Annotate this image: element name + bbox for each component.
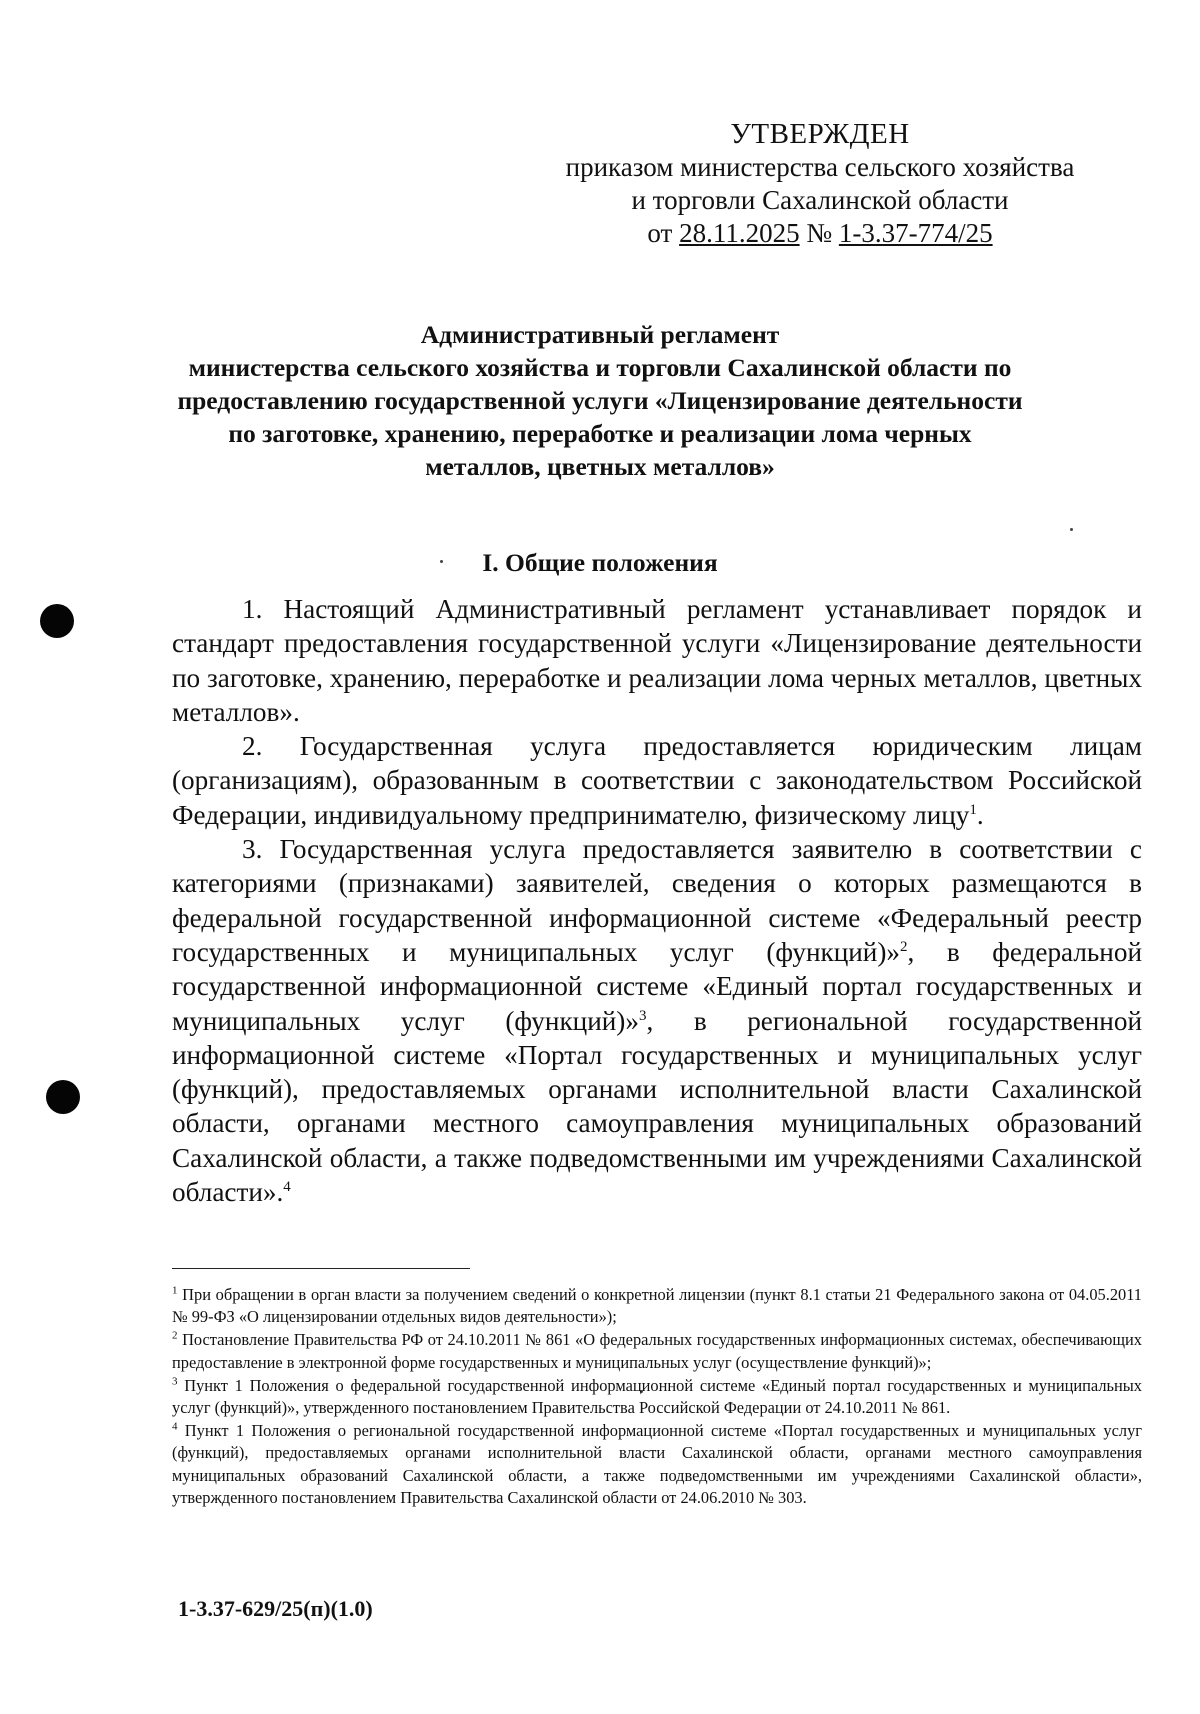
footnote-3 — [172, 1375, 1142, 1419]
scan-speck — [1070, 528, 1073, 531]
title-line-5: металлов, цветных металлов» — [425, 452, 775, 481]
paragraph-3 — [172, 832, 1142, 1209]
footnote-number: 3 — [172, 1375, 178, 1388]
title-line-1: Административный регламент — [420, 320, 780, 349]
approval-stamp-block — [560, 118, 1080, 250]
paragraph-3-part-c: , в региональной государственной информационной системе «Портал государственных и муниципальных услуг (функций), предоставляемых органами исполнительной власти Сахалинской области, органами местного самоуправления муниципальных образований Сахалинской области, а также подведомственными им учреждениями Сахалинской области». — [172, 1005, 1143, 1208]
footnote-text: Пункт 1 Положения о федеральной государственной информационной системе «Единый портал государственных и муниципальных услуг (функций)», утвержденного постановлением Правительства Российской Федерации от 24.10.2011 № 861. — [172, 1375, 1142, 1418]
approval-line-1: приказом министерства сельского хозяйства — [565, 152, 1075, 182]
approval-date: 28.11.2025 — [679, 218, 800, 248]
paragraph-2 — [172, 729, 1142, 832]
paragraph-3-part-a: 3. Государственная услуга предоставляется заявителю в соответствии с категориями (признаками) заявителей, сведения о которых размещаются в федеральной государственной информационной системе «Федеральный реестр государственных и муниципальных услуг (функций)» — [172, 834, 1142, 967]
footnote-number: 2 — [172, 1329, 178, 1342]
footnote-number: 4 — [172, 1420, 178, 1433]
footnote-text: При обращении в орган власти за получением сведений о конкретной лицензии (пункт 8.1 статьи 21 Федерального закона от 04.05.2011 № 99-ФЗ «О лицензировании отдельных видов деятельности»); — [172, 1285, 1142, 1327]
document-title — [150, 318, 1050, 483]
footnote-1 — [172, 1284, 1142, 1328]
footnote-ref-2: 2 — [900, 938, 908, 955]
approval-number-prefix: № — [799, 218, 839, 248]
paragraph-3-part-b: , в федеральной государственной информационной системе «Единый портал государственных и муниципальных услуг (функций)» — [172, 936, 1143, 1036]
title-line-2: министерства сельского хозяйства и торговли Сахалинской области по — [188, 353, 1012, 382]
document-code: 1-3.37-629/25(п)(1.0) — [178, 1596, 373, 1621]
footnote-2 — [172, 1329, 1142, 1373]
section-heading: I. Общие положения — [482, 548, 718, 577]
footnote-ref-1: 1 — [969, 801, 977, 818]
paragraph-1: 1. Настоящий Административный регламент устанавливает порядок и стандарт предоставления государственной услуги «Лицензирование деятельности по заготовке, хранению, переработке и реализации лома черных металлов, цветных металлов». — [172, 594, 1142, 727]
approval-line-2: и торговли Сахалинской области — [631, 185, 1009, 215]
footnote-ref-4: 4 — [283, 1178, 291, 1195]
footnote-ref-3: 3 — [638, 1007, 647, 1024]
paragraph-2-end: . — [976, 799, 984, 830]
punch-hole-mark-bottom — [46, 1080, 80, 1114]
title-line-4: по заготовке, хранению, переработке и реализации лома черных — [228, 419, 972, 448]
footnote-number: 1 — [172, 1284, 178, 1297]
footnotes — [172, 1284, 1142, 1510]
footnote-4 — [172, 1420, 1142, 1509]
approval-number: 1-3.37-774/25 — [838, 218, 993, 248]
approval-date-prefix: от — [647, 218, 680, 248]
body-text — [172, 592, 1142, 1209]
title-line-3: предоставлению государственной услуги «Лицензирование деятельности — [177, 386, 1023, 415]
approval-title: УТВЕРЖДЕН — [730, 118, 910, 150]
paragraph-2-text: 2. Государственная услуга предоставляется юридическим лицам (организациям), образованным в соответствии с законодательством Российской Федерации, индивидуальному предпринимателю, физическому лицу — [172, 731, 1142, 830]
approval-date-number — [560, 217, 1080, 250]
footnote-text: Постановление Правительства РФ от 24.10.2011 № 861 «О федеральных государственных информационных системах, обеспечивающих предоставление в электронной форме государственных и муниципальных услуг (осуществление функций)»; — [172, 1330, 1142, 1372]
footnote-text: Пункт 1 Положения о региональной государственной информационной системе «Портал государственных и муниципальных услуг (функций), предоставляемых органами исполнительной власти Сахалинской области, органами местного самоуправления муниципальных образований Сахалинской области, а также подведомственными им учреждениями Сахалинской области», утвержденного постановлением Правительства Сахалинской области от 24.06.2010 № 303. — [172, 1421, 1142, 1507]
punch-hole-mark-top — [40, 604, 74, 638]
footnote-divider — [172, 1268, 470, 1269]
